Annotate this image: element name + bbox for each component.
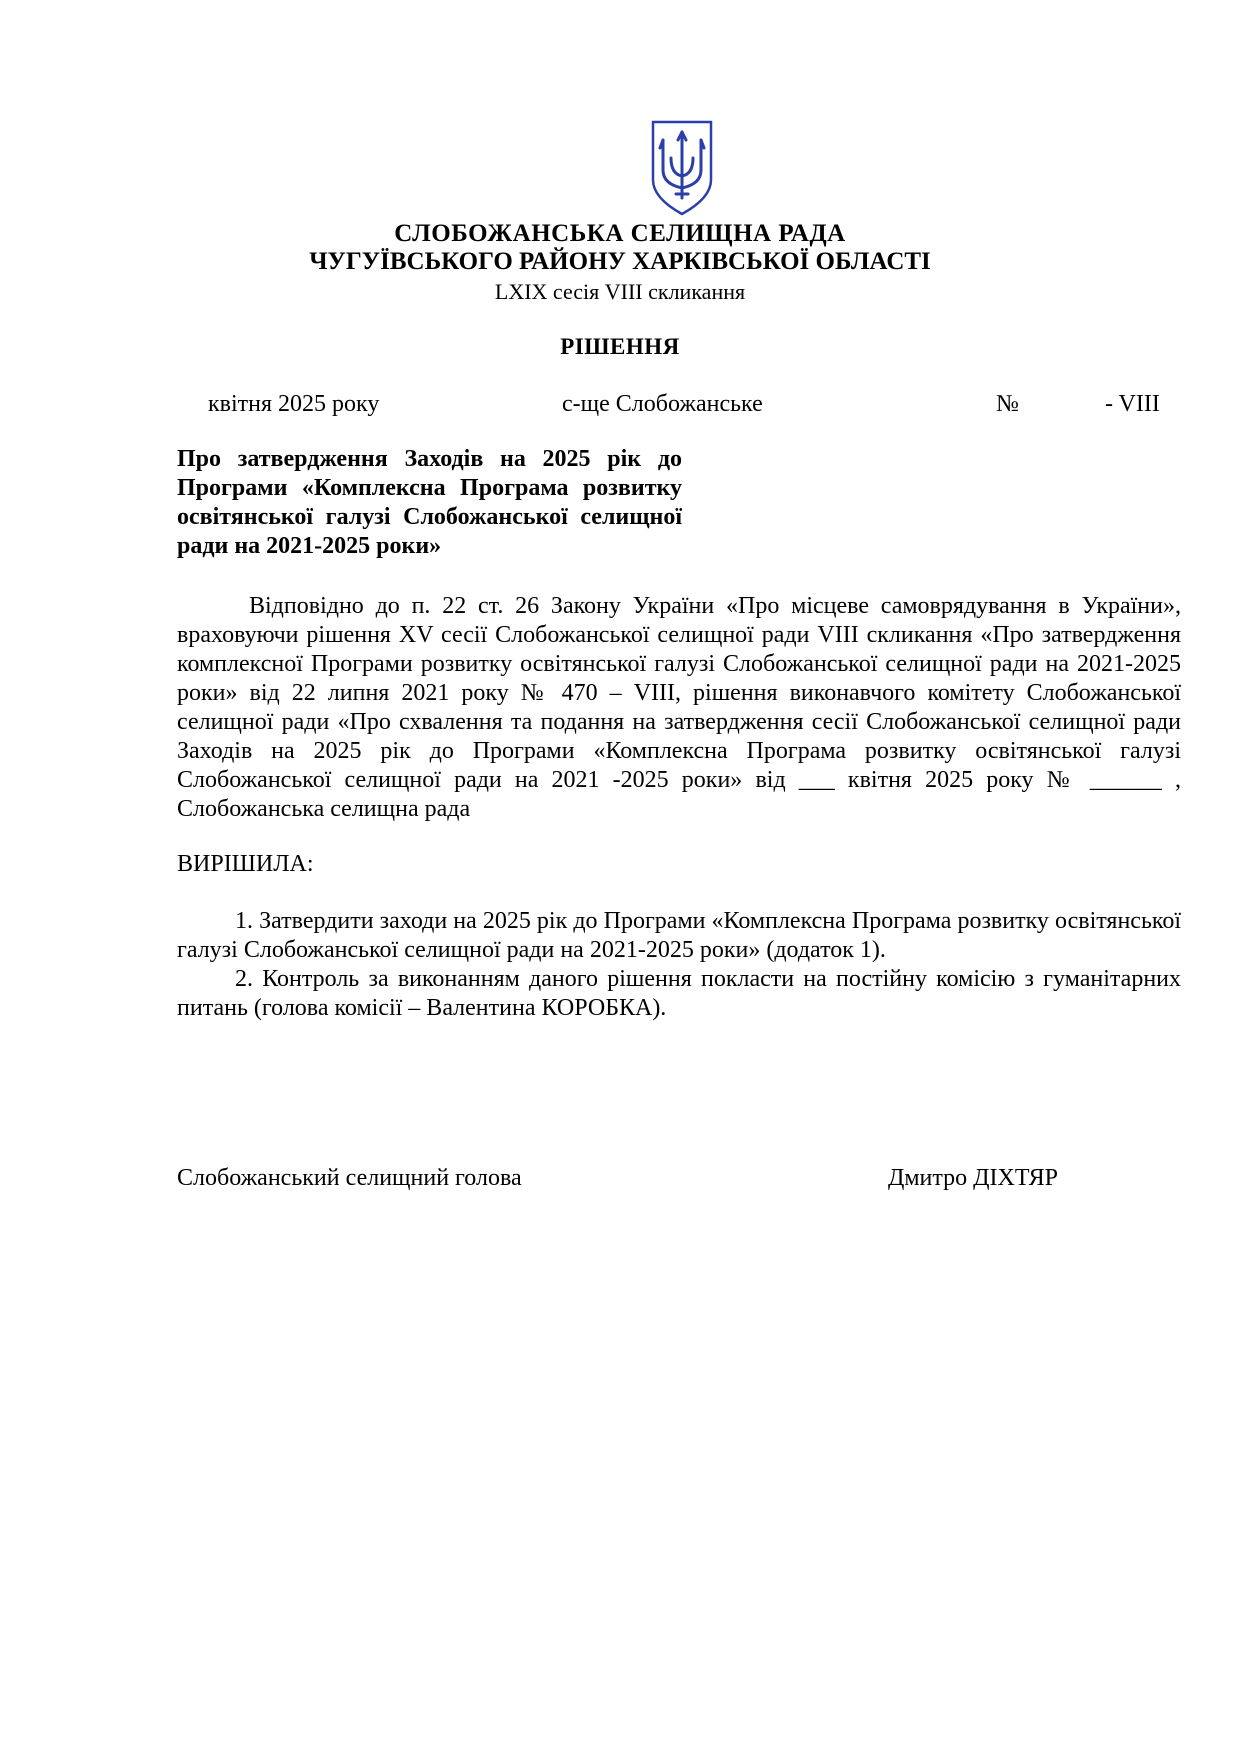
decision-item-2: 2. Контроль за виконанням даного рішення покласти на постійну комісію з гуманітарних питань (голова комісії – Валентина КОРОБКА).: [177, 966, 1181, 1021]
preamble-paragraph: Відповідно до п. 22 ст. 26 Закону України «Про місцеве самоврядування в України», враховуючи рішення XV сесії Слобожанської селищної ради VIII скликання «Про затвердження комплексної Програми розвитку освітянської галузі Слобожанської селищної ради на 2021-2025 роки» від 22 липня 2021 року № 470 – VIII, рішення виконавчого комітету Слобожанської селищної ради «Про схвалення та подання на затвердження сесії Слобожанської селищної ради Заходів на 2025 рік до Програми «Комплексна Програма розвитку освітянської галузі Слобожанської селищної ради на 2021 -2025 роки» від ___ квітня 2025 року № ______ , Слобожанська селищна рада: [177, 593, 1181, 822]
decision-subject: Про затвердження Заходів на 2025 рік до Програми «Комплексна Програма розвитку освітянської галузі Слобожанської селищної ради на 2021-2025 роки»: [177, 446, 682, 559]
decision-date: квітня 2025 року: [208, 391, 380, 417]
decision-place: с-ще Слобожанське: [562, 391, 763, 417]
decision-item-1: 1. Затвердити заходи на 2025 рік до Програми «Комплексна Програма розвитку освітянської галузі Слобожанської селищної ради на 2021-2025 роки» (додаток 1).: [177, 908, 1181, 963]
decision-number-sign: №: [996, 391, 1019, 417]
decision-number-suffix: - VIII: [1105, 391, 1160, 417]
signatory-title: Слобожанський селищний голова: [177, 1165, 522, 1191]
session-line: LXIX сесія VIII скликання: [494, 279, 746, 304]
resolved-heading: ВИРІШИЛА:: [177, 851, 314, 877]
document-type: РІШЕННЯ: [560, 334, 680, 359]
council-name: СЛОБОЖАНСЬКА СЕЛИЩНА РАДА: [394, 220, 846, 247]
tryzub-coat-of-arms-icon: [647, 118, 717, 218]
signatory-name: Дмитро ДІХТЯР: [888, 1165, 1058, 1191]
district-name: ЧУГУЇВСЬКОГО РАЙОНУ ХАРКІВСЬКОЇ ОБЛАСТІ: [309, 248, 931, 275]
